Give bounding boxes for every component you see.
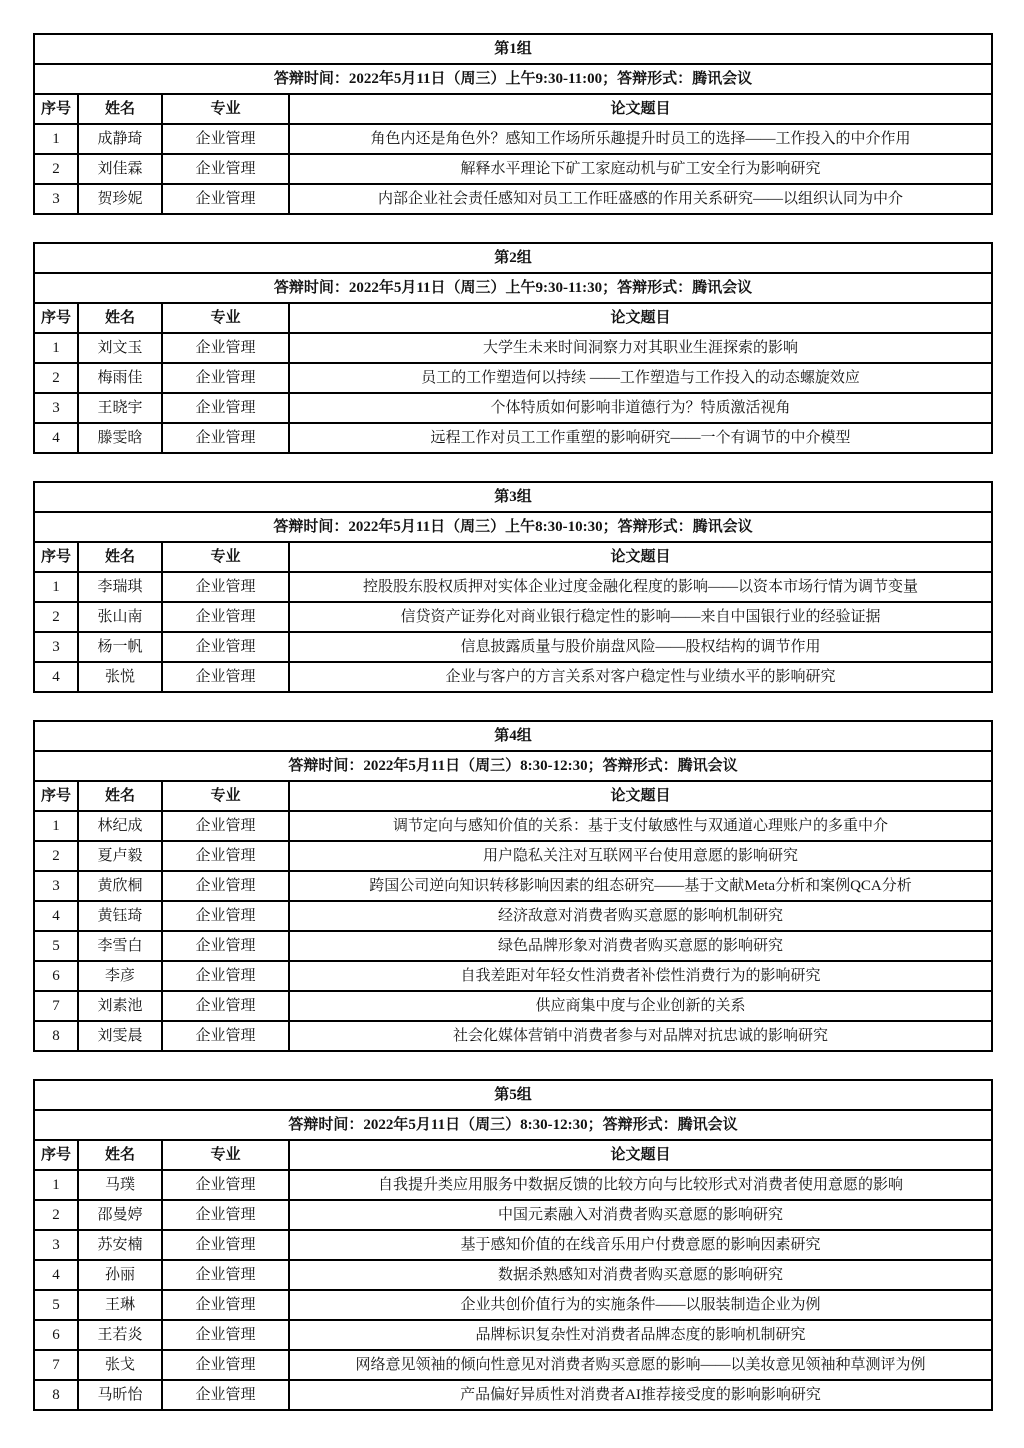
student-name-cell: 刘佳霖 [78,154,162,184]
column-header-major: 专业 [162,303,289,333]
defense-group-table [33,720,993,1052]
student-name-cell: 王琳 [78,1290,162,1320]
table-row [34,1021,992,1051]
thesis-title-cell: 企业与客户的方言关系对客户稳定性与业绩水平的影响研究 [289,662,992,692]
major-cell: 企业管理 [162,841,289,871]
student-name-cell: 王若炎 [78,1320,162,1350]
table-row [34,393,992,423]
thesis-title-cell: 信息披露质量与股价崩盘风险——股权结构的调节作用 [289,632,992,662]
major-cell: 企业管理 [162,393,289,423]
student-name-cell: 马璞 [78,1170,162,1200]
group-title: 第4组 [34,721,992,751]
group-title-row [34,34,992,64]
row-number-cell: 2 [34,154,78,184]
defense-group-table [33,242,993,454]
schedule-row [34,273,992,303]
thesis-title-cell: 绿色品牌形象对消费者购买意愿的影响研究 [289,931,992,961]
column-header-major: 专业 [162,781,289,811]
table-row [34,423,992,453]
column-header-row [34,94,992,124]
student-name-cell: 刘素池 [78,991,162,1021]
column-header-thesis: 论文题目 [289,303,992,333]
student-name-cell: 黄钰琦 [78,901,162,931]
thesis-title-cell: 企业共创价值行为的实施条件——以服装制造企业为例 [289,1290,992,1320]
schedule-text: 答辩时间：2022年5月11日（周三）上午8:30-10:30；答辩形式：腾讯会议 [34,512,992,542]
table-row [34,184,992,214]
row-number-cell: 6 [34,1320,78,1350]
student-name-cell: 马昕怡 [78,1380,162,1410]
row-number-cell: 2 [34,602,78,632]
column-header-row [34,303,992,333]
column-header-name: 姓名 [78,303,162,333]
schedule-text: 答辩时间：2022年5月11日（周三）8:30-12:30；答辩形式：腾讯会议 [34,751,992,781]
major-cell: 企业管理 [162,1230,289,1260]
major-cell: 企业管理 [162,931,289,961]
thesis-title-cell: 远程工作对员工工作重塑的影响研究——一个有调节的中介模型 [289,423,992,453]
table-row [34,1320,992,1350]
thesis-title-cell: 内部企业社会责任感知对员工工作旺盛感的作用关系研究——以组织认同为中介 [289,184,992,214]
table-row [34,1200,992,1230]
thesis-title-cell: 网络意见领袖的倾向性意见对消费者购买意愿的影响——以美妆意见领袖种草测评为例 [289,1350,992,1380]
column-header-row [34,542,992,572]
group-title-row [34,721,992,751]
table-row [34,572,992,602]
schedule-row [34,64,992,94]
thesis-title-cell: 自我差距对年轻女性消费者补偿性消费行为的影响研究 [289,961,992,991]
student-name-cell: 李瑞琪 [78,572,162,602]
student-name-cell: 杨一帆 [78,632,162,662]
group-title-row [34,243,992,273]
major-cell: 企业管理 [162,662,289,692]
group-title: 第3组 [34,482,992,512]
table-row [34,841,992,871]
defense-group-table [33,33,993,215]
column-header-no: 序号 [34,781,78,811]
major-cell: 企业管理 [162,961,289,991]
thesis-title-cell: 基于感知价值的在线音乐用户付费意愿的影响因素研究 [289,1230,992,1260]
major-cell: 企业管理 [162,1380,289,1410]
row-number-cell: 7 [34,991,78,1021]
major-cell: 企业管理 [162,602,289,632]
table-row [34,124,992,154]
column-header-row [34,781,992,811]
major-cell: 企业管理 [162,572,289,602]
major-cell: 企业管理 [162,363,289,393]
major-cell: 企业管理 [162,1260,289,1290]
table-row [34,811,992,841]
major-cell: 企业管理 [162,184,289,214]
student-name-cell: 刘文玉 [78,333,162,363]
thesis-title-cell: 控股股东股权质押对实体企业过度金融化程度的影响——以资本市场行情为调节变量 [289,572,992,602]
column-header-no: 序号 [34,303,78,333]
column-header-name: 姓名 [78,781,162,811]
thesis-title-cell: 信贷资产证券化对商业银行稳定性的影响——来自中国银行业的经验证据 [289,602,992,632]
row-number-cell: 3 [34,1230,78,1260]
row-number-cell: 1 [34,333,78,363]
column-header-no: 序号 [34,542,78,572]
table-row [34,901,992,931]
column-header-name: 姓名 [78,1140,162,1170]
table-row [34,1290,992,1320]
row-number-cell: 4 [34,901,78,931]
schedule-row [34,751,992,781]
defense-group-table [33,1079,993,1411]
row-number-cell: 3 [34,871,78,901]
group-title: 第2组 [34,243,992,273]
major-cell: 企业管理 [162,1200,289,1230]
table-row [34,632,992,662]
student-name-cell: 梅雨佳 [78,363,162,393]
thesis-title-cell: 自我提升类应用服务中数据反馈的比较方向与比较形式对消费者使用意愿的影响 [289,1170,992,1200]
student-name-cell: 张山南 [78,602,162,632]
student-name-cell: 孙丽 [78,1260,162,1290]
major-cell: 企业管理 [162,1350,289,1380]
column-header-name: 姓名 [78,94,162,124]
column-header-major: 专业 [162,94,289,124]
thesis-title-cell: 数据杀熟感知对消费者购买意愿的影响研究 [289,1260,992,1290]
group-title: 第1组 [34,34,992,64]
major-cell: 企业管理 [162,333,289,363]
row-number-cell: 1 [34,811,78,841]
row-number-cell: 5 [34,931,78,961]
table-row [34,1230,992,1260]
major-cell: 企业管理 [162,901,289,931]
thesis-title-cell: 跨国公司逆向知识转移影响因素的组态研究——基于文献Meta分析和案例QCA分析 [289,871,992,901]
row-number-cell: 4 [34,423,78,453]
group-title-row [34,1080,992,1110]
thesis-title-cell: 用户隐私关注对互联网平台使用意愿的影响研究 [289,841,992,871]
thesis-title-cell: 员工的工作塑造何以持续 ——工作塑造与工作投入的动态螺旋效应 [289,363,992,393]
student-name-cell: 王晓宇 [78,393,162,423]
row-number-cell: 6 [34,961,78,991]
schedule-row [34,1110,992,1140]
major-cell: 企业管理 [162,1290,289,1320]
thesis-title-cell: 供应商集中度与企业创新的关系 [289,991,992,1021]
table-row [34,333,992,363]
student-name-cell: 刘雯晨 [78,1021,162,1051]
schedule-row [34,512,992,542]
defense-group-table [33,481,993,693]
table-row [34,871,992,901]
column-header-thesis: 论文题目 [289,542,992,572]
table-row [34,1260,992,1290]
table-row [34,1350,992,1380]
column-header-no: 序号 [34,94,78,124]
group-title-row [34,482,992,512]
student-name-cell: 李雪白 [78,931,162,961]
row-number-cell: 3 [34,184,78,214]
major-cell: 企业管理 [162,1320,289,1350]
table-row [34,931,992,961]
column-header-row [34,1140,992,1170]
row-number-cell: 1 [34,1170,78,1200]
major-cell: 企业管理 [162,124,289,154]
row-number-cell: 4 [34,662,78,692]
schedule-text: 答辩时间：2022年5月11日（周三）上午9:30-11:00；答辩形式：腾讯会议 [34,64,992,94]
major-cell: 企业管理 [162,154,289,184]
major-cell: 企业管理 [162,871,289,901]
column-header-no: 序号 [34,1140,78,1170]
major-cell: 企业管理 [162,1021,289,1051]
row-number-cell: 1 [34,124,78,154]
table-row [34,662,992,692]
thesis-title-cell: 大学生未来时间洞察力对其职业生涯探索的影响 [289,333,992,363]
group-title: 第5组 [34,1080,992,1110]
major-cell: 企业管理 [162,423,289,453]
thesis-title-cell: 个体特质如何影响非道德行为？特质激活视角 [289,393,992,423]
thesis-title-cell: 经济敌意对消费者购买意愿的影响机制研究 [289,901,992,931]
student-name-cell: 林纪成 [78,811,162,841]
student-name-cell: 李彦 [78,961,162,991]
table-row [34,1380,992,1410]
row-number-cell: 7 [34,1350,78,1380]
table-row [34,991,992,1021]
row-number-cell: 1 [34,572,78,602]
student-name-cell: 邵曼婷 [78,1200,162,1230]
column-header-thesis: 论文题目 [289,1140,992,1170]
major-cell: 企业管理 [162,991,289,1021]
schedule-text: 答辩时间：2022年5月11日（周三）8:30-12:30；答辩形式：腾讯会议 [34,1110,992,1140]
row-number-cell: 3 [34,632,78,662]
row-number-cell: 3 [34,393,78,423]
column-header-thesis: 论文题目 [289,781,992,811]
student-name-cell: 夏卢毅 [78,841,162,871]
major-cell: 企业管理 [162,632,289,662]
schedule-text: 答辩时间：2022年5月11日（周三）上午9:30-11:30；答辩形式：腾讯会议 [34,273,992,303]
student-name-cell: 黄欣桐 [78,871,162,901]
thesis-title-cell: 社会化媒体营销中消费者参与对品牌对抗忠诚的影响研究 [289,1021,992,1051]
row-number-cell: 2 [34,841,78,871]
thesis-title-cell: 解释水平理论下矿工家庭动机与矿工安全行为影响研究 [289,154,992,184]
table-row [34,363,992,393]
row-number-cell: 5 [34,1290,78,1320]
student-name-cell: 张戈 [78,1350,162,1380]
table-row [34,602,992,632]
column-header-thesis: 论文题目 [289,94,992,124]
major-cell: 企业管理 [162,811,289,841]
row-number-cell: 2 [34,363,78,393]
row-number-cell: 8 [34,1380,78,1410]
major-cell: 企业管理 [162,1170,289,1200]
thesis-title-cell: 中国元素融入对消费者购买意愿的影响研究 [289,1200,992,1230]
student-name-cell: 苏安楠 [78,1230,162,1260]
thesis-title-cell: 角色内还是角色外？感知工作场所乐趣提升时员工的选择——工作投入的中介作用 [289,124,992,154]
table-row [34,1170,992,1200]
student-name-cell: 张悦 [78,662,162,692]
thesis-title-cell: 调节定向与感知价值的关系：基于支付敏感性与双通道心理账户的多重中介 [289,811,992,841]
student-name-cell: 贺珍妮 [78,184,162,214]
table-row [34,154,992,184]
row-number-cell: 8 [34,1021,78,1051]
thesis-title-cell: 产品偏好异质性对消费者AI推荐接受度的影响影响研究 [289,1380,992,1410]
student-name-cell: 成静琦 [78,124,162,154]
student-name-cell: 滕雯晗 [78,423,162,453]
row-number-cell: 2 [34,1200,78,1230]
table-row [34,961,992,991]
column-header-name: 姓名 [78,542,162,572]
tables-container [33,33,991,1411]
thesis-title-cell: 品牌标识复杂性对消费者品牌态度的影响机制研究 [289,1320,992,1350]
column-header-major: 专业 [162,542,289,572]
column-header-major: 专业 [162,1140,289,1170]
row-number-cell: 4 [34,1260,78,1290]
